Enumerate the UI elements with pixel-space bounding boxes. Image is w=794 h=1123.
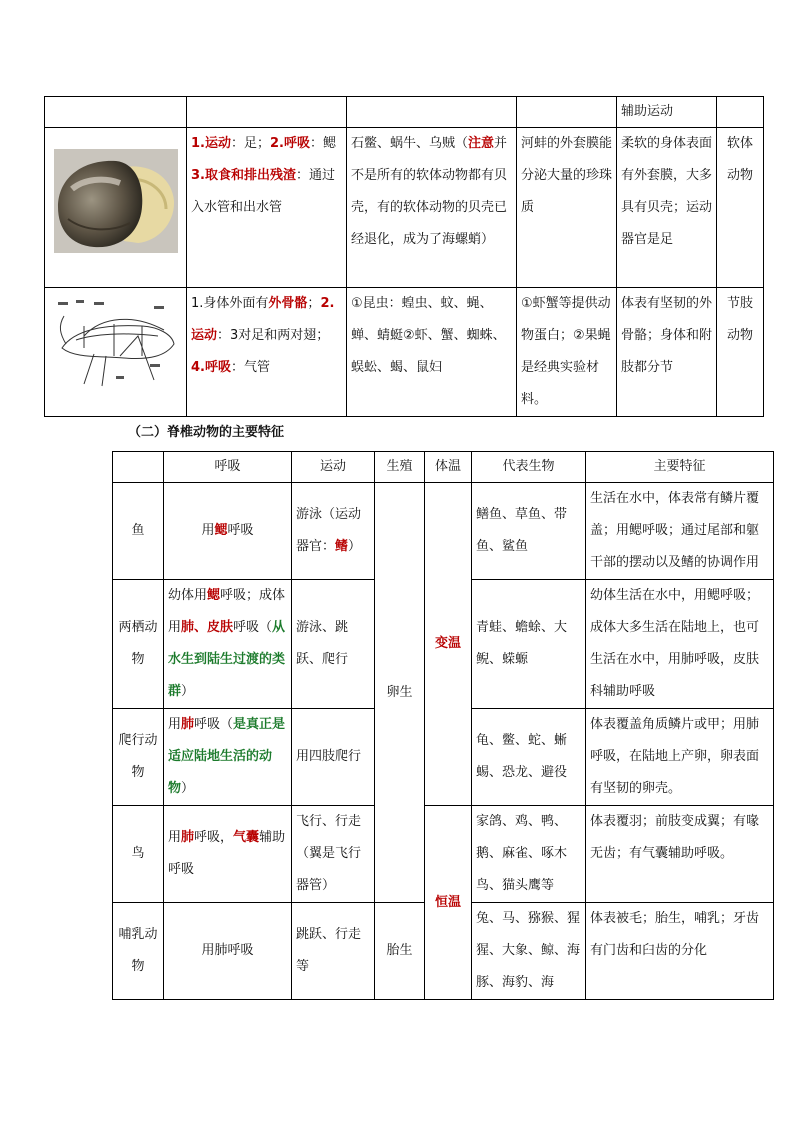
temp-variable [425,483,472,806]
mussel-image [54,149,178,253]
text-segment: 跳跃、行走等 [296,927,362,974]
breath-cell [164,903,292,1000]
keyword-highlight: 鳃 [214,523,228,538]
text-segment: 幼体用 [168,588,208,603]
text-segment: 呼吸（ [233,620,273,635]
examples-cell: 鳝鱼、草鱼、带鱼、鲨鱼 [472,483,586,580]
cell-aux-movement: 辅助运动 [617,97,717,128]
traits-cell: 生活在水中，体表常有鳞片覆盖；用鳃呼吸；通过尾部和躯干部的摆动以及鳍的协调作用 [586,483,774,580]
keyword-highlight: 肺、皮肤 [181,620,234,635]
table1-top-row [45,97,764,128]
keyword-highlight: 是真正是适应陆地生活的动物 [168,717,286,796]
keyword-highlight: 从水生到陆生过渡的类群 [168,620,286,699]
move-cell [292,580,375,709]
traits-cell: 体表被毛；胎生，哺乳；牙齿有门齿和臼齿的分化 [586,903,774,1000]
mollusc-row [45,128,764,288]
traits-cell: 幼体生活在水中，用鳃呼吸；成体大多生活在陆地上，也可生活在水中，用肺呼吸，皮肤科辅助呼吸 [586,580,774,709]
cell-empty [187,97,347,128]
arthropod-features [187,288,347,417]
move-cell [292,483,375,580]
mollusc-relation: 河蚌的外套膜能分泌大量的珍珠质 [517,128,617,288]
text-segment: 呼吸；成体用 [168,588,286,635]
text-segment: 飞行、行走（翼是飞行器管） [296,814,362,893]
text-segment: ：气管 [230,360,270,375]
keyword-highlight: 肺 [181,830,195,845]
text-segment: 呼吸（ [194,717,234,732]
mollusc-group: 软体动物 [717,128,764,288]
keyword-highlight: 气囊 [233,830,260,845]
keyword-highlight: 肺 [181,717,195,732]
arthropod-traits: 体表有坚韧的外骨骼；身体和附肢都分节 [617,288,717,417]
keyword-highlight: 1.运动 [191,136,231,151]
cell-empty [347,97,517,128]
keyword-highlight: 鳍 [335,539,349,554]
keyword-highlight: 外骨骼 [268,296,308,311]
text-segment: ：3对足和两对翅； [217,328,330,343]
text-segment: 呼吸， [194,830,234,845]
text-segment: ：足； [230,136,270,151]
arthropod-row [45,288,764,417]
text-segment: 用肺呼吸 [201,943,254,958]
examples-cell: 龟、鳖、蛇、蜥蜴、恐龙、避役 [472,709,586,806]
cell-empty [717,97,764,128]
grasshopper-diagram-cell [45,288,187,417]
mollusc-traits: 柔软的身体表面有外套膜，大多具有贝壳；运动器官是足 [617,128,717,288]
text-segment: ） [181,781,195,796]
mollusc-features [187,128,347,288]
cell-empty [45,97,187,128]
text-segment: 并不是所有的软体动物都有贝壳，有的软体动物的贝壳已经退化，成为了海螺蛸） [351,136,508,247]
examples-cell: 家鸽、鸡、鸭、鹅、麻雀、啄木鸟、猫头鹰等 [472,806,586,903]
text-segment: 用四肢爬行 [296,749,362,764]
examples-cell: 兔、马、猕猴、猩猩、大象、鲸、海豚、海豹、海 [472,903,586,1000]
invertebrate-table [44,96,764,417]
class-name: 哺乳动物 [113,903,164,1000]
keyword-highlight: 2.运动 [191,296,335,343]
text-segment: ） [181,684,195,699]
text-segment: ） [348,539,362,554]
class-name: 鸟 [113,806,164,903]
header-cell: 体温 [425,452,472,483]
text-segment: ：鳃 [309,136,336,151]
breath-cell [164,709,292,806]
move-cell [292,903,375,1000]
keyword-highlight: 3.取食和排出残渣 [191,168,296,183]
header-cell: 主要特征 [586,452,774,483]
breath-cell [164,580,292,709]
table2-header-row [113,452,774,483]
text-segment: 辅助呼吸 [168,830,286,877]
traits-cell: 体表覆羽；前肢变成翼；有喙无齿；有气囊辅助呼吸。 [586,806,774,903]
mussel-image-cell [45,128,187,288]
breath-cell [164,483,292,580]
keyword-highlight: 注意 [468,136,495,151]
text-segment: 呼吸 [227,523,254,538]
cell-empty [517,97,617,128]
text-segment: 游泳、跳跃、爬行 [296,620,349,667]
arthropod-group: 节肢动物 [717,288,764,417]
move-cell [292,709,375,806]
text-segment: ：通过入水管和出水管 [191,168,335,215]
move-cell [292,806,375,903]
breath-cell [164,806,292,903]
header-cell: 呼吸 [164,452,292,483]
text-segment: 1.身体外面有 [191,296,269,311]
keyword-highlight: 2.呼吸 [270,136,310,151]
header-cell: 生殖 [375,452,425,483]
mollusc-examples [347,128,517,288]
keyword-highlight: 4.呼吸 [191,360,231,375]
text-segment: 用 [201,523,215,538]
class-name: 两栖动物 [113,580,164,709]
temp-constant [425,806,472,1000]
reproduction-live: 胎生 [375,903,425,1000]
traits-cell: 体表覆盖角质鳞片或甲；用肺呼吸，在陆地上产卵，卵表面有坚韧的卵壳。 [586,709,774,806]
text-segment: 石鳖、蜗牛、乌贼（ [351,136,469,151]
text-segment: 游泳（运动器官： [296,507,362,554]
examples-cell: 青蛙、蟾蜍、大鲵、蝾螈 [472,580,586,709]
arthropod-examples: ①昆虫：蝗虫、蚊、蝇、蝉、蜻蜓②虾、蟹、蜘蛛、蜈蚣、蝎、鼠妇 [347,288,517,417]
reproduction-egg: 卵生 [375,483,425,903]
vertebrate-table [112,451,774,1000]
table-row-bird [113,806,774,903]
section-heading: （二）脊椎动物的主要特征 [128,425,285,440]
text-segment: 用 [168,830,182,845]
header-cell [113,452,164,483]
keyword-highlight: 鳃 [207,588,221,603]
table-row-fish [113,483,774,580]
class-name: 爬行动物 [113,709,164,806]
class-name: 鱼 [113,483,164,580]
header-cell: 运动 [292,452,375,483]
text-segment: 用 [168,717,182,732]
header-cell: 代表生物 [472,452,586,483]
arthropod-relation: ①虾蟹等提供动物蛋白；②果蝇是经典实验材料。 [517,288,617,417]
temp-constant-label: 恒温 [434,894,461,910]
grasshopper-diagram [54,296,178,396]
text-segment: ； [307,296,321,311]
temp-variable-label: 变温 [434,636,461,651]
